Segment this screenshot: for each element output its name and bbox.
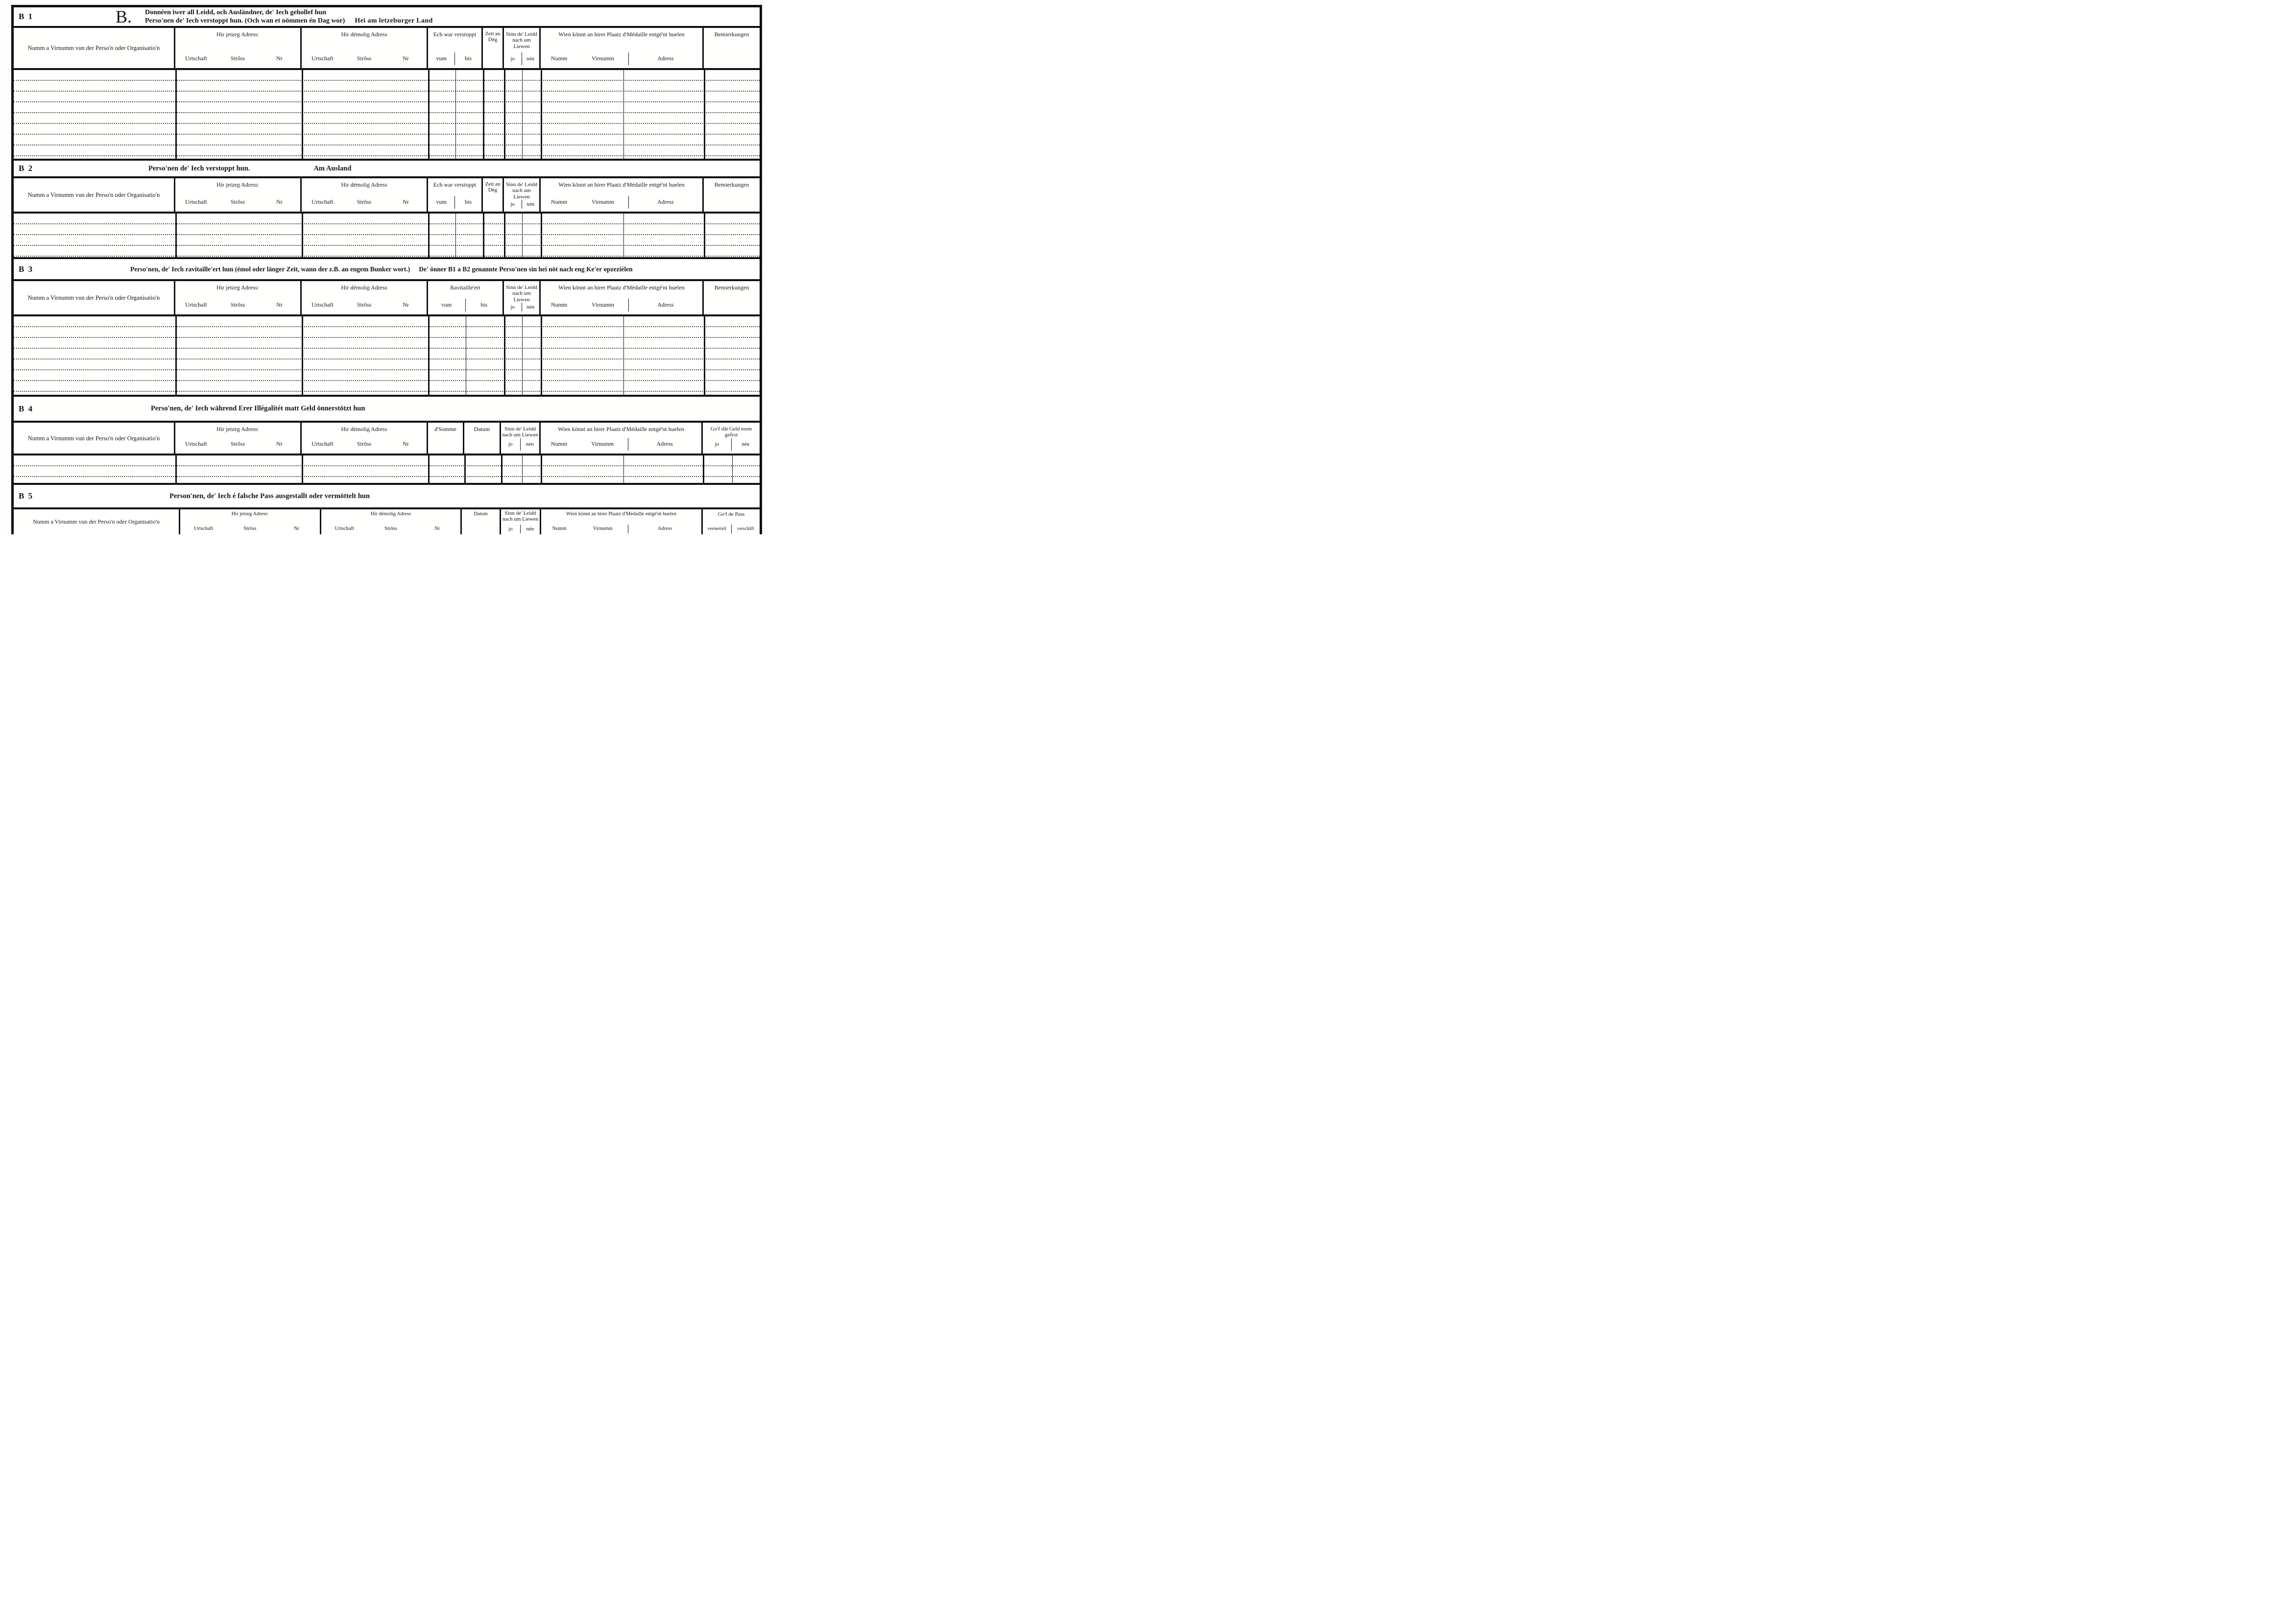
- b1-title-suffix: Hei am letzeburger Land: [355, 17, 433, 24]
- column-divider-line: [703, 455, 704, 483]
- blank-entry-row: [14, 466, 760, 477]
- b2-addr-now-sub3: Nr: [276, 198, 283, 206]
- b3-body: [14, 316, 760, 397]
- section-label-b2: B 2: [19, 164, 34, 173]
- b4-medal-sub2: Virnumm: [591, 440, 614, 448]
- b1-header-row: [14, 28, 760, 70]
- b4-title: Perso'nen, de' Iech während Erer Illégalitét matt Geld önnerstötzt hun: [151, 405, 365, 412]
- column-divider-line: [541, 214, 542, 257]
- blank-entry-row: [14, 316, 760, 327]
- b2-alive-sub2: nén: [522, 200, 540, 209]
- column-divider-line: [704, 214, 705, 257]
- b1-entry-rows: [14, 70, 760, 156]
- blank-entry-row: [14, 246, 760, 257]
- b5-pass-sub1: vermettelt: [707, 526, 726, 531]
- b5-addr-now-sub3: Nr: [293, 526, 300, 532]
- b4-alive-sub1: jo: [508, 441, 513, 448]
- b3-col-addr-old: [302, 281, 428, 314]
- b1-col-name: [14, 28, 175, 68]
- b1-addr-old-sub2: Strôss: [357, 55, 372, 62]
- b2-col-addr-now: [175, 178, 302, 212]
- column-divider-line: [623, 455, 624, 483]
- blank-entry-row: [14, 338, 760, 349]
- column-divider-line: [483, 214, 484, 257]
- b5-alive-sub2: nén: [520, 525, 540, 533]
- column-divider-line: [428, 214, 430, 257]
- b3-supplied-label: Ravitaille'ert: [450, 284, 480, 291]
- b3-addr-now-sub3: Nr: [276, 301, 283, 309]
- b2-body: [14, 214, 760, 259]
- b5-col-alive: [501, 509, 541, 534]
- b3-addr-old-label: Hir démolig Adress: [341, 284, 387, 291]
- b5-addr-now-sub2: Strôss: [243, 526, 257, 532]
- b5-addr-now-label: Hir jetzeg Adress:: [231, 511, 269, 517]
- b4-col-addr-now: [175, 423, 302, 454]
- b5-col-addr-old: [321, 509, 462, 534]
- blank-entry-row: [14, 135, 760, 145]
- b3-col-supplied: [428, 281, 504, 314]
- b4-col-money-back: [703, 423, 760, 454]
- b2-days-label: Zeit an Dég: [485, 181, 501, 193]
- b1-hidden-label: Ech war verstoppt: [433, 31, 477, 38]
- b1-alive-sub1: jo: [510, 55, 515, 62]
- b1-addr-old-sub3: Nr: [403, 55, 409, 62]
- column-divider-line: [428, 70, 430, 159]
- b4-addr-now-sub2: Strôss: [230, 440, 245, 448]
- column-divider-line: [302, 316, 303, 395]
- column-divider-line: [522, 70, 523, 159]
- b3-title-suffix: De' önner B1 a B2 genannte Perso'nen sin hei nöt nach eng Ke'er opzeziélen: [419, 265, 633, 273]
- blank-entry-row: [14, 327, 760, 338]
- b2-col-name-label: Numm a Virnumm vun der Perso'n oder Organisatio'n: [27, 191, 160, 198]
- section-label-b1: B 1: [19, 12, 34, 21]
- b3-medal-sub2: Virnumm: [591, 301, 614, 309]
- b2-medal-label: Wien könnt an hirer Plaatz d'Médaille entgé'nt huelen: [558, 181, 685, 188]
- b2-col-hidden: [428, 178, 483, 212]
- b5-medal-sub1: Numm: [552, 526, 567, 532]
- b4-date-label: Datum: [474, 426, 490, 432]
- b5-header-row: [14, 509, 760, 534]
- blank-entry-row: [14, 81, 760, 92]
- column-divider-line: [302, 70, 303, 159]
- b5-pass-label: Go'f de Pass: [718, 511, 745, 517]
- blank-entry-row: [14, 235, 760, 246]
- blank-entry-row: [14, 392, 760, 397]
- b1-col-addr-old: [302, 28, 428, 68]
- b1-remarks-label: Bemierkungen: [714, 31, 749, 38]
- section-b4-titleband: [14, 397, 760, 423]
- b4-col-name-label: Numm a Virnumm vun der Perso'n oder Organisatio'n: [27, 434, 160, 442]
- section-label-b3: B 3: [19, 264, 34, 274]
- b4-alive-label: Sinn de' Leidd nach um Liewen: [502, 426, 538, 438]
- b1-alive-sub2: nén: [522, 52, 540, 65]
- b3-col-remarks: [704, 281, 760, 314]
- b1-title-line2: Perso'nen de' Iech verstoppt hun. (Och wan et nömmen én Dag wor): [145, 17, 345, 24]
- b4-medal-sub1: Numm: [550, 440, 568, 448]
- b4-addr-now-label: Hir jetzeg Adress:: [216, 426, 259, 432]
- b4-sum-label: d'Somme: [434, 426, 456, 432]
- blank-entry-row: [14, 359, 760, 370]
- b3-supplied-sub1: vum: [441, 301, 452, 309]
- section-b2-titleband: [14, 161, 760, 178]
- b2-addr-now-sub2: Strôss: [230, 198, 245, 206]
- b2-col-alive: [504, 178, 541, 212]
- b1-title-line1: Donnéen iwer all Leidd, och Ausländner, de' Iech gehollef hun: [145, 9, 326, 16]
- b3-addr-now-sub1: Urtschaft: [185, 301, 207, 309]
- b4-col-alive: [501, 423, 541, 454]
- blank-entry-row: [14, 370, 760, 381]
- b5-alive-sub1: jo: [508, 526, 513, 532]
- b3-medal-label: Wien könnt an hirer Plaatz d'Médaille entgé'nt huelen: [558, 284, 685, 291]
- b4-money-sub2: nén: [731, 438, 760, 451]
- b3-col-addr-now: [175, 281, 302, 314]
- b5-medal-label: Wien könnt an hirer Plaatz d'Médaille entgé'nt huelen: [566, 511, 677, 517]
- b4-col-medal: [541, 423, 703, 454]
- b4-col-date: [464, 423, 501, 454]
- b5-pass-sub2: verschâft: [731, 525, 760, 533]
- b5-col-medal: [541, 509, 703, 534]
- column-divider-line: [504, 316, 505, 395]
- column-divider-line: [464, 455, 466, 483]
- b5-medal-sub3: Adress: [628, 525, 701, 533]
- blank-entry-row: [14, 381, 760, 392]
- scanned-form-page: [0, 0, 765, 534]
- b3-remarks-label: Bemierkungen: [714, 284, 749, 291]
- blank-entry-row: [14, 224, 760, 235]
- b2-remarks-label: Bemierkungen: [714, 181, 749, 188]
- b5-medal-sub2: Virnumm: [593, 526, 613, 532]
- b1-col-alive: [504, 28, 541, 68]
- b2-entry-rows: [14, 214, 760, 257]
- b4-addr-now-sub3: Nr: [276, 440, 283, 448]
- b3-addr-old-sub3: Nr: [403, 301, 409, 309]
- column-divider-line: [175, 316, 177, 395]
- b2-hidden-sub1: vum: [436, 198, 447, 206]
- b3-col-alive: [504, 281, 541, 314]
- b3-addr-old-sub1: Urtschaft: [311, 301, 334, 309]
- b5-addr-old-sub3: Nr: [434, 526, 440, 532]
- column-divider-line: [455, 214, 456, 257]
- section-big-letter: B.: [116, 7, 132, 26]
- b2-addr-now-sub1: Urtschaft: [185, 198, 207, 206]
- b2-header-row: [14, 178, 760, 214]
- b4-addr-old-label: Hir démolig Adress: [341, 426, 387, 432]
- column-divider-line: [504, 214, 505, 257]
- b3-col-name: [14, 281, 175, 314]
- b1-hidden-sub1: vum: [436, 55, 447, 62]
- column-divider-line: [302, 214, 303, 257]
- b5-col-date: [462, 509, 501, 534]
- b2-alive-label: Sinn de' Leidd nach um Liewen: [506, 182, 537, 200]
- b4-medal-label: Wien könnt an hirer Plaatz d'Médaille entgé'nt huelen: [558, 426, 684, 432]
- b1-addr-now-sub1: Urtschaft: [185, 55, 207, 62]
- b2-col-days: [483, 178, 504, 212]
- b3-addr-now-label: Hir jetzeg Adress:: [216, 284, 259, 291]
- section-b5-titleband: [14, 485, 760, 509]
- column-divider-line: [302, 455, 303, 483]
- b5-addr-now-sub1: Urtschaft: [193, 526, 214, 532]
- b3-alive-sub1: jo: [510, 304, 515, 310]
- b1-col-hidden: [428, 28, 483, 68]
- column-divider-line: [175, 455, 177, 483]
- column-divider-line: [175, 214, 177, 257]
- b2-hidden-label: Ech war verstoppt: [433, 181, 477, 188]
- b2-addr-old-label: Hir démolig Adress: [341, 181, 387, 188]
- b2-col-name: [14, 178, 175, 212]
- section-b3-titleband: [14, 259, 760, 281]
- b4-addr-now-sub1: Urtschaft: [185, 440, 207, 448]
- b1-medal-sub2: Virnumm: [591, 55, 614, 62]
- blank-entry-row: [14, 349, 760, 359]
- b4-addr-old-sub3: Nr: [403, 440, 409, 448]
- b4-medal-sub3: Adress: [628, 438, 701, 451]
- b3-addr-now-sub2: Strôss: [230, 301, 245, 309]
- b3-col-medal: [541, 281, 704, 314]
- b2-col-addr-old: [302, 178, 428, 212]
- b1-addr-old-sub1: Urtschaft: [311, 55, 334, 62]
- b4-money-sub1: jo: [715, 441, 719, 448]
- b3-header-row: [14, 281, 760, 316]
- b1-col-remarks: [704, 28, 760, 68]
- b2-medal-sub1: Numm: [550, 198, 568, 206]
- b5-addr-old-sub2: Strôss: [384, 526, 397, 532]
- b1-medal-label: Wien könnt an hirer Plaatz d'Médaille entgé'nt huelen: [558, 31, 685, 38]
- b2-title: Perso'nen de' Iech verstoppt hun.: [148, 164, 250, 172]
- b1-medal-sub3: Adress: [628, 52, 702, 65]
- b1-addr-now-sub3: Nr: [276, 55, 283, 62]
- b1-medal-sub1: Numm: [550, 55, 568, 62]
- column-divider-line: [428, 455, 430, 483]
- b2-addr-old-sub2: Strôss: [357, 198, 372, 206]
- column-divider-line: [522, 214, 523, 257]
- column-divider-line: [623, 316, 624, 395]
- b5-col-pass: [703, 509, 760, 534]
- blank-entry-row: [14, 145, 760, 156]
- column-divider-line: [541, 70, 542, 159]
- b5-addr-old-label: Hir démolig Adress: [370, 511, 411, 517]
- b2-medal-sub2: Virnumm: [591, 198, 614, 206]
- blank-entry-row: [14, 124, 760, 135]
- column-divider-line: [175, 70, 177, 159]
- section-label-b5: B 5: [19, 491, 34, 501]
- b4-header-row: [14, 423, 760, 455]
- section-label-b4: B 4: [19, 404, 34, 413]
- b2-title-suffix: Am Ausland: [313, 164, 352, 172]
- b2-hidden-sub2: bis: [454, 196, 481, 209]
- b1-days-label: Zeit an Dég: [485, 31, 501, 43]
- column-divider-line: [501, 455, 502, 483]
- b4-col-name: [14, 423, 175, 454]
- b4-col-addr-old: [302, 423, 428, 454]
- b3-addr-old-sub2: Strôss: [357, 301, 372, 309]
- section-b1-title: [145, 8, 433, 25]
- b5-col-name-label: Numm a Virnumm vun der Perso'n oder Organisatio'n: [33, 518, 160, 526]
- b5-addr-old-sub1: Urtschaft: [335, 526, 354, 532]
- column-divider-line: [704, 316, 705, 395]
- blank-entry-row: [14, 70, 760, 81]
- b1-col-days: [483, 28, 504, 68]
- b2-col-medal: [541, 178, 704, 212]
- b2-addr-old-sub3: Nr: [403, 198, 409, 206]
- column-divider-line: [623, 70, 624, 159]
- blank-entry-row: [14, 455, 760, 466]
- b5-col-addr-now: [180, 509, 321, 534]
- blank-entry-row: [14, 92, 760, 102]
- b4-alive-sub2: nén: [520, 438, 540, 451]
- column-divider-line: [504, 70, 505, 159]
- b1-title-line2-wrap: [145, 17, 433, 25]
- b1-addr-now-sub2: Strôss: [230, 55, 245, 62]
- b4-money-back-label: Go'f dât Geld erem gefrot: [710, 426, 752, 438]
- b1-col-name-label: Numm a Virnumm vun der Perso'n oder Organisatio'n: [27, 45, 160, 51]
- b1-addr-old-label: Hir démolig Adress: [341, 31, 387, 38]
- column-divider-line: [483, 70, 484, 159]
- b5-title: Person'nen, de' Iech é falsche Pass ausgestallt oder vermöttelt hun: [169, 492, 370, 500]
- blank-entry-row: [14, 113, 760, 124]
- b1-addr-now-label: Hir jetzeg Adress:: [216, 31, 259, 38]
- b3-alive-sub2: nén: [522, 303, 540, 311]
- column-divider-line: [428, 316, 430, 395]
- blank-entry-row: [14, 214, 760, 224]
- b5-date-label: Datum: [474, 511, 488, 517]
- b1-col-medal: [541, 28, 704, 68]
- b2-medal-sub3: Adress: [628, 196, 702, 209]
- b4-addr-old-sub2: Strôss: [357, 440, 372, 448]
- column-divider-line: [541, 316, 542, 395]
- b2-addr-old-sub1: Urtschaft: [311, 198, 334, 206]
- column-divider-line: [623, 214, 624, 257]
- b5-col-name: [14, 509, 180, 534]
- b5-alive-label: Sinn de' Leidd nach um Liewen: [502, 510, 539, 523]
- b1-alive-label: Sinn de' Leidd nach um Liewen: [506, 31, 537, 49]
- b4-entry-rows: [14, 455, 760, 477]
- column-divider-line: [704, 70, 705, 159]
- b1-col-addr-now: [175, 28, 302, 68]
- blank-entry-row: [14, 102, 760, 113]
- column-divider-line: [541, 455, 542, 483]
- column-divider-line: [522, 455, 523, 483]
- b3-alive-label: Sinn de' Leidd nach um Liewen: [506, 285, 537, 303]
- b3-entry-rows: [14, 316, 760, 397]
- column-divider-line: [455, 70, 456, 159]
- b4-body: [14, 455, 760, 485]
- b4-col-sum: [428, 423, 464, 454]
- column-divider-line: [522, 316, 523, 395]
- section-b1-titleband: [14, 7, 760, 28]
- b2-col-remarks: [704, 178, 760, 212]
- b3-supplied-sub2: bis: [465, 299, 503, 311]
- b3-medal-sub1: Numm: [550, 301, 568, 309]
- b4-addr-old-sub1: Urtschaft: [311, 440, 334, 448]
- b1-hidden-sub2: bis: [454, 52, 481, 65]
- b3-title: Perso'nen, de' Iech ravitaille'ert hun (émol oder länger Zeit, wann der z.B. an engem Bunker wort.): [130, 265, 410, 273]
- column-divider-line: [732, 455, 733, 483]
- form-sheet: [11, 5, 762, 534]
- b3-col-name-label: Numm a Virnumm vun der Perso'n oder Organisatio'n: [27, 294, 160, 301]
- b2-alive-sub1: jo: [510, 201, 515, 207]
- b3-medal-sub3: Adress: [628, 299, 702, 311]
- b1-body: [14, 70, 760, 161]
- b2-addr-now-label: Hir jetzeg Adress:: [216, 181, 259, 188]
